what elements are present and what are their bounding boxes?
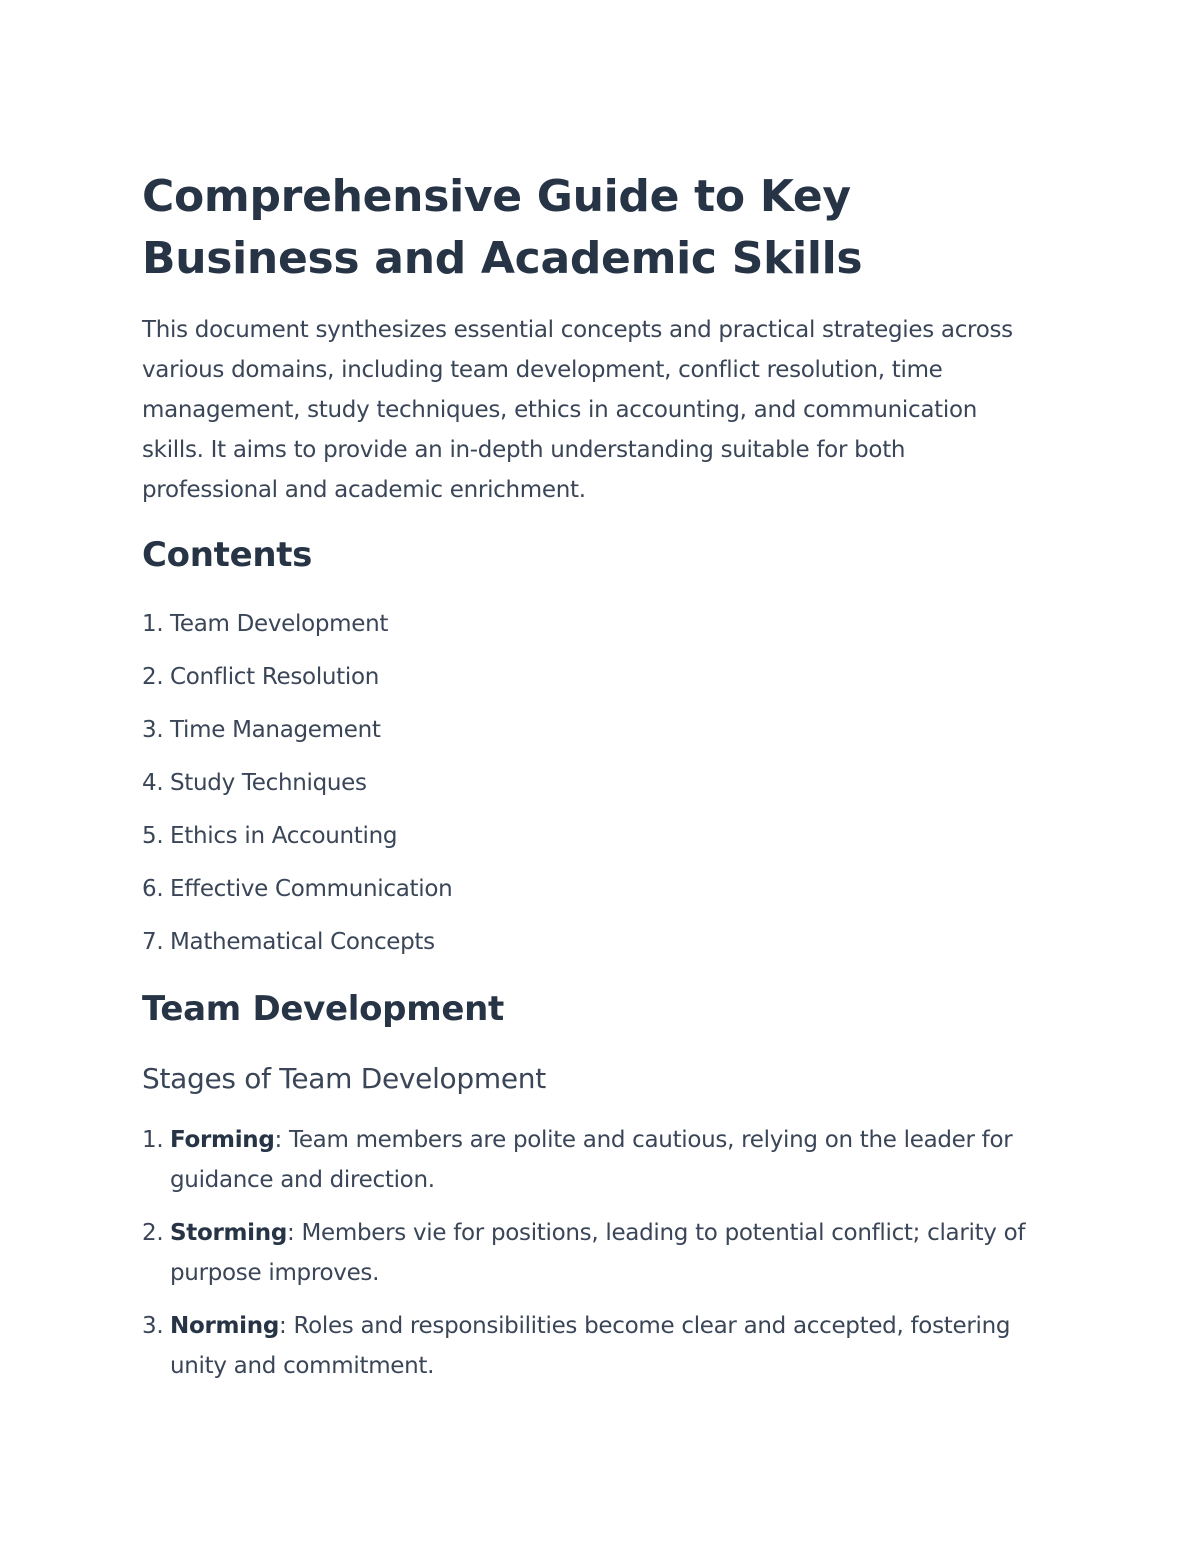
stages-subheading: Stages of Team Development — [142, 1062, 546, 1095]
stage-term: Norming — [170, 1313, 279, 1339]
contents-item-number: 3. — [142, 717, 164, 743]
contents-item-label: Team Development — [170, 611, 389, 637]
contents-item-label: Effective Communication — [170, 876, 453, 902]
stages-list — [142, 1120, 1062, 1399]
document-title: Comprehensive Guide to Key Business and Academic Skills — [142, 171, 863, 284]
contents-item-label: Time Management — [170, 717, 381, 743]
contents-item-number: 1. — [142, 611, 164, 637]
contents-item — [142, 816, 452, 869]
contents-item-number: 2. — [142, 664, 164, 690]
contents-item-label: Mathematical Concepts — [170, 929, 435, 955]
stage-term: Storming — [170, 1220, 287, 1246]
stage-item — [142, 1306, 1062, 1386]
contents-list — [142, 604, 452, 975]
contents-item-number: 5. — [142, 823, 164, 849]
contents-item — [142, 657, 452, 710]
contents-item-number: 4. — [142, 770, 164, 796]
contents-heading: Contents — [142, 535, 313, 575]
stage-number: 1. — [142, 1127, 164, 1153]
stage-description: : Roles and responsibilities become clear and accepted, fostering unity and commitment. — [170, 1313, 1011, 1379]
contents-item — [142, 604, 452, 657]
stage-description: : Team members are polite and cautious, relying on the leader for guidance and direction. — [170, 1127, 1013, 1193]
stage-item — [142, 1120, 1062, 1200]
stage-number: 3. — [142, 1313, 164, 1339]
stage-description: : Members vie for positions, leading to potential conflict; clarity of purpose improves. — [170, 1220, 1026, 1286]
contents-item — [142, 869, 452, 922]
contents-item-number: 6. — [142, 876, 164, 902]
contents-item — [142, 710, 452, 763]
intro-paragraph: This document synthesizes essential concepts and practical strategies across various domains, including team development, conflict resolution, time management, study techniques, ethics in accounting, and communication skills. It aims to provide an in-depth understanding suitable for both professional and academic enrichment. — [142, 317, 1013, 503]
contents-item-label: Conflict Resolution — [170, 664, 380, 690]
contents-item — [142, 922, 452, 975]
contents-item-number: 7. — [142, 929, 164, 955]
stage-number: 2. — [142, 1220, 164, 1246]
stage-item — [142, 1213, 1062, 1293]
stage-term: Forming — [170, 1127, 275, 1153]
contents-item — [142, 763, 452, 816]
team-development-heading: Team Development — [142, 989, 504, 1029]
contents-item-label: Study Techniques — [170, 770, 367, 796]
contents-item-label: Ethics in Accounting — [170, 823, 398, 849]
